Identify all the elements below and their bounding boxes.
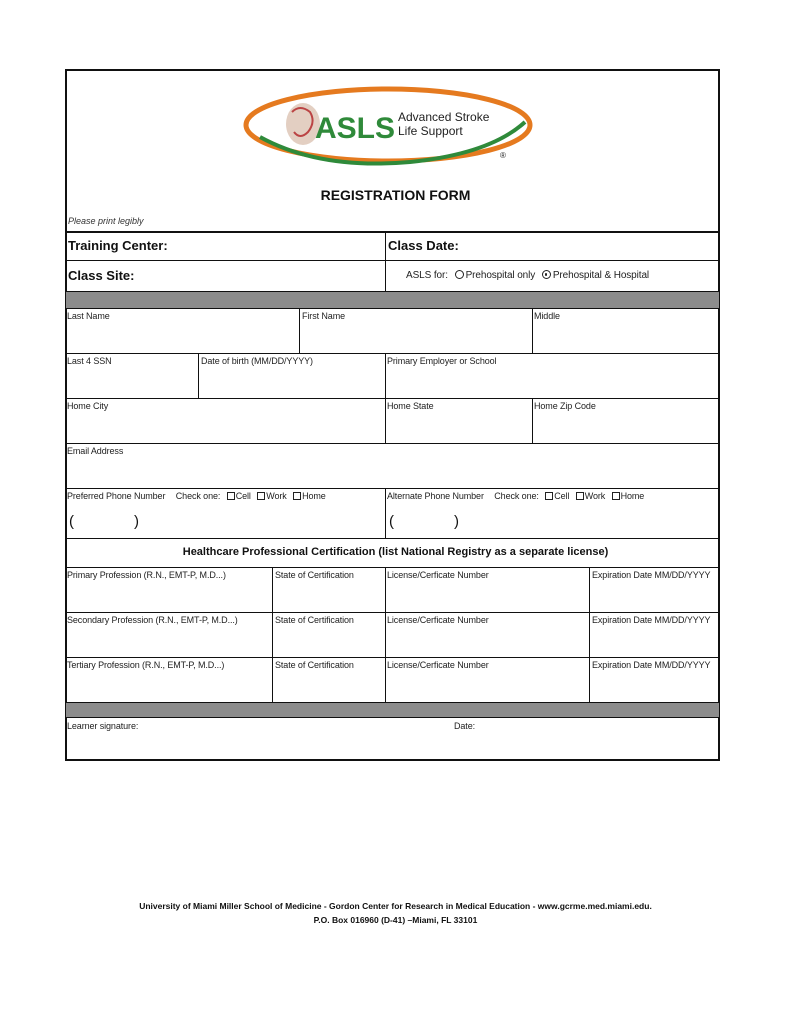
cert-state-label: State of Certification — [275, 660, 354, 670]
home-city-label: Home City — [67, 401, 109, 411]
asls-for-label: ASLS for: — [406, 270, 448, 281]
divider — [65, 260, 720, 261]
alt-check-one: Check one: — [494, 491, 539, 501]
divider — [385, 231, 386, 291]
divider — [272, 567, 273, 702]
last-name-label: Last Name — [67, 311, 110, 321]
divider — [385, 353, 386, 398]
signature-label: Learner signature: — [67, 721, 139, 731]
cert-profession-label: Primary Profession (R.N., EMT-P, M.D...) — [67, 570, 226, 580]
logo-line2: Life Support — [398, 124, 463, 138]
middle-label: Middle — [534, 311, 560, 321]
divider — [65, 612, 720, 613]
asls-for-row — [406, 270, 649, 281]
pref-paren-open: ( — [69, 513, 74, 530]
divider — [385, 567, 386, 702]
divider — [65, 567, 720, 568]
pref-cell-label: Cell — [235, 491, 251, 501]
footer-line1: University of Miami Miller School of Medicine - Gordon Center for Research in Medical Education - www.gcrme.med.miami.edu. — [139, 901, 652, 911]
cert-state-label: State of Certification — [275, 615, 354, 625]
divider — [65, 488, 720, 489]
home-zip-label: Home Zip Code — [534, 401, 596, 411]
print-instruction: Please print legibly — [68, 216, 144, 226]
divider — [385, 398, 386, 443]
class-date-label: Class Date: — [388, 238, 459, 253]
logo-acronym: ASLS — [315, 112, 396, 145]
divider — [532, 309, 533, 353]
alt-home-label: Home — [620, 491, 645, 501]
divider — [589, 567, 590, 702]
divider — [65, 538, 720, 539]
divider — [299, 309, 300, 353]
hospital-label: Prehospital & Hospital — [552, 270, 650, 281]
alternate-phone-row — [387, 491, 644, 501]
pref-home-label: Home — [302, 491, 326, 501]
section-band — [66, 702, 719, 718]
cert-license-label: License/Cerficate Number — [387, 570, 489, 580]
divider — [65, 657, 720, 658]
cert-expiration-label: Expiration Date MM/DD/YYYY — [592, 570, 711, 580]
divider — [65, 398, 720, 399]
pref-paren-close: ) — [134, 513, 139, 530]
divider — [65, 353, 720, 354]
divider — [385, 488, 386, 538]
alt-paren-open: ( — [389, 513, 394, 530]
hospital-radio[interactable] — [542, 270, 551, 279]
training-center-label: Training Center: — [68, 238, 168, 253]
alt-work-checkbox[interactable] — [576, 492, 584, 500]
alt-home-checkbox[interactable] — [612, 492, 620, 500]
alt-cell-checkbox[interactable] — [545, 492, 553, 500]
alt-paren-close: ) — [454, 513, 459, 530]
ssn-label: Last 4 SSN — [67, 356, 112, 366]
footer-line2: P.O. Box 016960 (D-41) –Miami, FL 33101 — [313, 915, 478, 925]
pref-work-checkbox[interactable] — [257, 492, 265, 500]
home-state-label: Home State — [387, 401, 434, 411]
pref-check-one: Check one: — [175, 491, 221, 501]
cert-profession-label: Secondary Profession (R.N., EMT-P, M.D...) — [67, 615, 238, 625]
pref-home-checkbox[interactable] — [293, 492, 301, 500]
email-label: Email Address — [67, 446, 124, 456]
cert-expiration-label: Expiration Date MM/DD/YYYY — [592, 660, 711, 670]
alt-work-label: Work — [584, 491, 606, 501]
first-name-label: First Name — [302, 311, 346, 321]
alt-phone-label: Alternate Phone Number — [387, 491, 484, 501]
pref-work-label: Work — [266, 491, 287, 501]
divider — [532, 398, 533, 443]
divider — [198, 353, 199, 398]
dob-label: Date of birth (MM/DD/YYYY) — [201, 356, 313, 366]
pref-cell-checkbox[interactable] — [227, 492, 235, 500]
logo-line1: Advanced Stroke — [398, 110, 490, 124]
form-title: REGISTRATION FORM — [320, 187, 471, 203]
signature-date-label: Date: — [454, 721, 476, 731]
prehospital-label: Prehospital only — [465, 270, 536, 281]
prehospital-radio[interactable] — [455, 270, 464, 279]
registered-mark: ® — [500, 151, 506, 160]
divider — [65, 443, 720, 444]
section-band — [66, 291, 719, 309]
divider — [65, 231, 720, 233]
alt-cell-label: Cell — [554, 491, 570, 501]
class-site-label: Class Site: — [68, 268, 135, 283]
employer-label: Primary Employer or School — [387, 356, 497, 366]
preferred-phone-row — [67, 491, 326, 501]
pref-phone-label: Preferred Phone Number — [67, 491, 166, 501]
cert-heading: Healthcare Professional Certification (list National Registry as a separate license) — [182, 546, 609, 558]
cert-state-label: State of Certification — [275, 570, 354, 580]
cert-profession-label: Tertiary Profession (R.N., EMT-P, M.D...) — [67, 660, 225, 670]
cert-license-label: License/Cerficate Number — [387, 615, 489, 625]
cert-license-label: License/Cerficate Number — [387, 660, 489, 670]
cert-expiration-label: Expiration Date MM/DD/YYYY — [592, 615, 711, 625]
